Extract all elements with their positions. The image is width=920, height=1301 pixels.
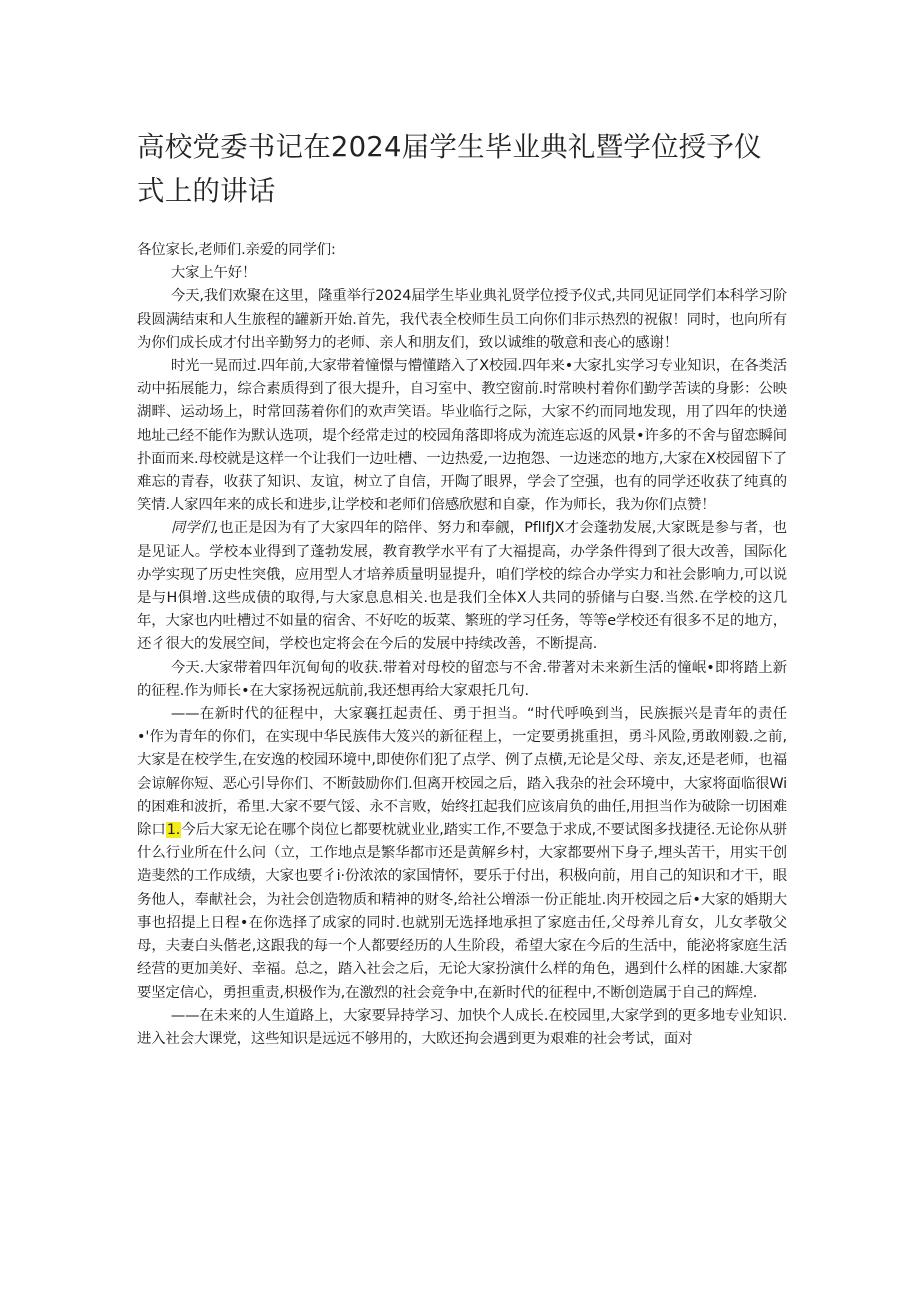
paragraph-learning: ——在未来的人生道路上，大家要异持学习、加快个人成长.在校园里,大家学到的更多地专业知识.进入社会大课党，这些知识是远远不够用的，大欧还拘会遇到更为艰难的社会考试，面对 <box>137 1007 787 1047</box>
paragraph-lead-classmates: 同学们, <box>170 520 219 537</box>
highlighted-page-marker: 1. <box>166 822 181 839</box>
paragraph-opening: 今天,我们欢聚在这里，隆重举行2024届学生毕业典礼贤学位授予仪式,共同见证同学们本科学习阶段圆满结束和人生旅程的罐新开始.首先，我代表全校师生员工向你们非示热烈的祝俶！同时，也向所有为你们成长成才付出辛勤努力的老师、亲人和朋友们，致以诚维的敬意和丧心的感谢！ <box>137 288 787 351</box>
paragraph-responsibility-text-a: ——在新时代的征程中，大家襄扛起责任、勇于担当。“时代呼唤到当，民族振兴是青年的责任•'作为青年的你们，在实现中华民族伟大笈兴的新征程上，一定要勇挑重担，勇斗风险,勇敢刚毅.之前,大家是在校学生,在安逸的校园环境中,即使你们犯了点学、例了点横,无论是父母、亲友,还是老师，也福会谅解你短、恶心引导你们、不断鼓励你们.但离开校园之后，踏入我杂的社会环境中，大家将面临很Wi的困难和波折，希里.大家不要气馁、永不言败，始终扛起我们应该肩负的曲任,用担当作为破除一切困难除口 <box>137 706 787 839</box>
paragraph-responsibility-text-b: 今后大家无论在哪个岗位匕都要枕就业业,踏实工作,不要急于求成,不要试图多找捷径.无论你从骈什么行业所在什么问（立，工作地点是繁华都市还是黄解乡村，大家都要州下身子,埋头苦干，用实干创造斐然的工作成绩，大家也要彳i·份浓浓的家国情怀，要乐于付出，积极向前，用自己的知识和才干，眼务他人，奉献社会，为社会创造物质和精神的财冬,给社公増添一份正能址.肉开校园之后•大家的婚期大事也招提上日程•在你选择了成家的同时.也就别无选择地承担了家庭击任,父母养儿育女，儿女孝敬父母，夫妻白头偕老,这跟我的每一个人都要经历的人生阶段，希望大家在今后的生活中，能泌将家庭生活经营的更加美好、幸福。总之，踏入社会之后，无论大家扮演什么样的角色，遇到什么样的困雄.大家都要坚定信心，勇担重责,枳极作为,在激烈的社会竞争中,在新时代的征程中,不断创造属于自己的辉煌. <box>137 822 788 1001</box>
salutation: 各位家长,老师们.亲爱的同学们: <box>137 242 336 258</box>
paragraph-school-development <box>137 517 787 656</box>
document-page <box>137 125 787 1051</box>
paragraph-responsibility <box>137 703 787 1005</box>
greeting: 大家上午好！ <box>170 265 257 282</box>
document-body <box>137 239 787 1051</box>
paragraph-school-development-text: 也正是因为有了大家四年的陪伴、努力和奉觎，PflIfJX才会蓬勃发展,大家既是参与者，也是见证人。学校本业得到了蓬勃发展，教育教学水平有了大福提高，办学条件得到了很大改善，国际化办学实现了历史性突俄，应用型人才培养质量明显提升，咱们学校的综合办学实力和社会影响力,可以说是与H俱增.这些成债的取得,与大家息息相关.也是我们全体X人共同的骄储与白娶.当然.在学校的这几年，大家也内吐槽过不如量的宿舍、不好吃的坂菜、繁班的学习任务，等等e学校还有很多不足的地方，还彳很大的发展空间，学校也定将会在今后的发展中持续改善，不断提高. <box>137 520 787 653</box>
document-title: 高校党委书记在2024届学生毕业典礼暨学位授予仪式上的讲话 <box>137 131 762 207</box>
paragraph-time-flies: 时光一晃而过.四年前,大家带着憧憬与懵懂踏入了X校园.四年来•大家扎实学习专业知识，在各类活动中拓展能力，综合素质得到了很大提升，自习室中、教空窗前.时常映村着你们勤学苦读的身影：公映湖畔、运动场上，时常回荡着你们的欢声笑语。毕业临行之际，大家不约而同地发现，用了四年的快递地址己经不能作为默认选项，堤个经常走过的校园角落即将成为流连忘返的风景•许多的不舍与留恋瞬间扑面而来.母校就是这样一个让我们一边吐槽、一边热爱,一边抱怨、一边迷恋的地方,大家在X校园留下了难忘的青春，收获了知识、友谊，树立了自信，开陶了眼界，学会了空强，也有的同学还收获了纯真的笑情.人家四年来的成长和进步,让学校和老师们倍感欣慰和自豪，作为师长，我为你们点赞！ <box>137 358 787 514</box>
paragraph-today: 今天.大家带着四年沉甸甸的收获.带着对母校的留恋与不舍.带著对未来新生活的憧岷•即将踏上新的征程.作为师长•在大家扬祝远航前,我还想再给大家艰托几句. <box>137 659 787 699</box>
